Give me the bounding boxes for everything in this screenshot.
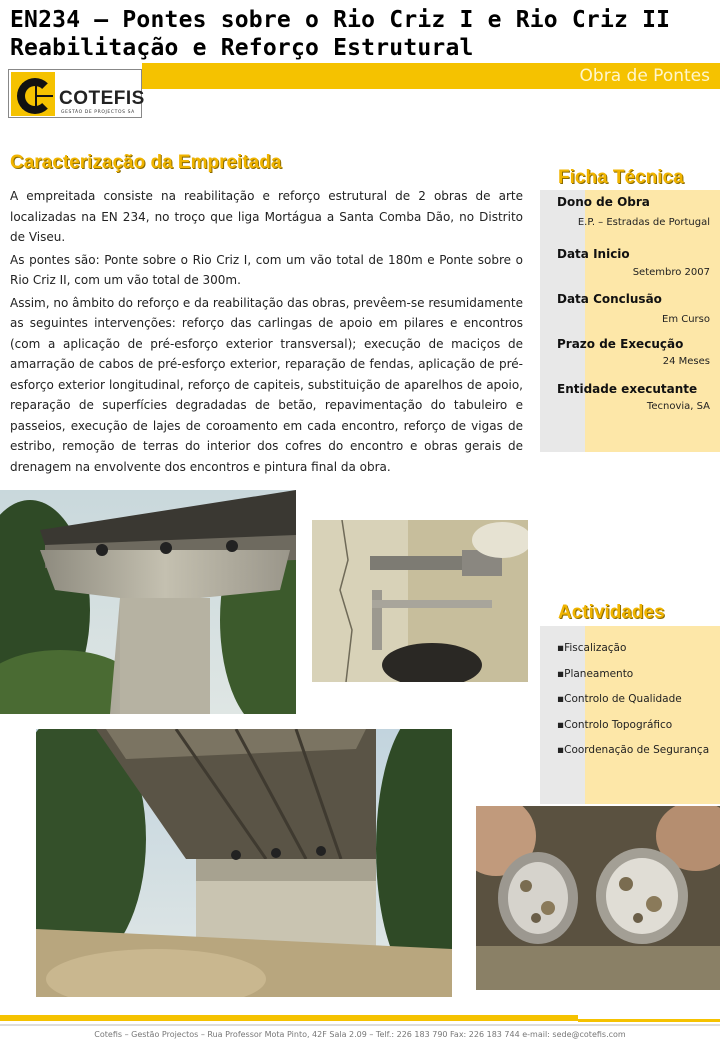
photo-concrete-cores xyxy=(476,806,720,990)
footer-bar-thin xyxy=(578,1019,720,1022)
title-line-2: Reabilitação e Reforço Estrutural xyxy=(10,35,474,61)
cotefis-logo xyxy=(8,69,145,118)
list-item: ▪Controlo Topográfico xyxy=(557,718,673,731)
band-text: Obra de Pontes xyxy=(579,66,710,86)
paragraph: A empreitada consiste na reabilitação e reforço estrutural de 2 obras de arte localizadas na EN 234, no troço que liga Mortágua a Santa Comba Dão, no Distrito de Viseu. xyxy=(10,189,523,244)
list-item: ▪Fiscalização xyxy=(557,642,627,654)
logo-mark-icon xyxy=(11,72,55,116)
paragraph: As pontes são: Ponte sobre o Rio Criz I, com um vão total de 180m e Ponte sobre o Rio Criz II, com um vão total de 300m. xyxy=(10,252,523,287)
list-item: ▪Coordenação de Segurança xyxy=(557,744,710,756)
ficha-panel xyxy=(540,190,720,452)
footer-divider xyxy=(0,1024,720,1026)
paragraph: Assim, no âmbito do reforço e da reabilitação das obras, prevêem-se resumidamente as seguintes intervenções: reforço das carlingas de apoio em pilares e encontros (com a aplicação de pré-esforço exterior transversal); execução de maciços de amarração de cabos de pré-esforço exterior, reparação de fendas, aplicação de pré-esforço exterior longitudinal, reforço de capiteis, substituição de aparelhos de apoio, reparação de superfícies degradadas de betão, repavimentação do tabuleiro e passeios, execução de lajes de coroamento em cada encontro, reforço de vigas de estribo, remoção de terras do interior dos cofres do encontro e obras gerais de drenagem na envolvente dos encontros e pintura final da obra. xyxy=(10,295,523,474)
ficha-item: Dono de Obra E.P. – Estradas de Portugal xyxy=(557,195,710,228)
actividades-title: Actividades xyxy=(558,602,665,623)
footer-text: Cotefis – Gestão Projectos – Rua Professor Mota Pinto, 42F Sala 2.09 – Telf.: 226 183 790 Fax: 226 183 744 e-mail: sede@cotefis.com xyxy=(94,1030,626,1039)
page-title xyxy=(10,6,720,62)
ficha-item: Entidade executante Tecnovia, SA xyxy=(557,382,710,412)
ficha-item: Prazo de Execução 24 Meses xyxy=(557,337,710,367)
description-text xyxy=(10,186,523,479)
actividades-list xyxy=(557,642,709,770)
list-item: ▪Planeamento xyxy=(557,667,634,680)
title-line-1: EN234 – Pontes sobre o Rio Criz I e Rio Criz II xyxy=(10,7,671,33)
photo-bridge-underside xyxy=(36,729,452,997)
header-band xyxy=(142,63,720,89)
list-item: ▪Controlo de Qualidade xyxy=(557,693,682,705)
ficha-item: Data Conclusão Em Curso xyxy=(557,292,710,325)
logo-name: COTEFIS xyxy=(59,88,145,109)
actividades-panel xyxy=(540,626,720,804)
photo-bridge-pier xyxy=(0,490,296,714)
ficha-item: Data Inicio Setembro 2007 xyxy=(557,247,710,278)
footer-bar xyxy=(0,1015,578,1021)
logo-subtitle: GESTÃO DE PROJECTOS SA xyxy=(61,110,135,115)
photo-wall-repair xyxy=(312,520,528,682)
ficha-title: Ficha Técnica xyxy=(558,167,684,188)
section-title: Caracterização da Empreitada xyxy=(10,152,282,173)
